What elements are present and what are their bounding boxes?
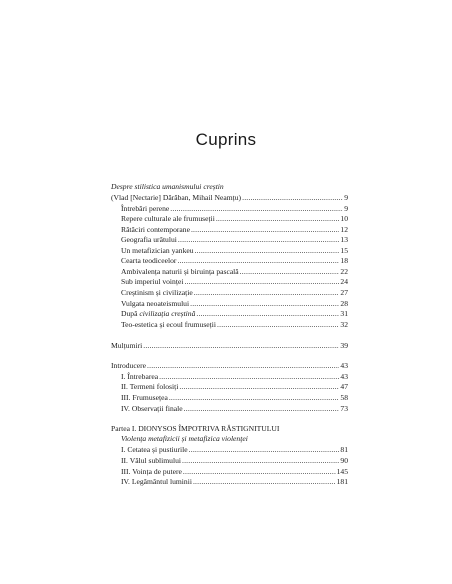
- toc-entry-label: IV. Legământul luminii: [121, 477, 192, 487]
- toc-entry-page: 43: [340, 361, 348, 371]
- toc-entry: [111, 235, 348, 246]
- dot-leader: [182, 456, 339, 466]
- toc-entry-label: III. Frumusețea: [121, 392, 168, 402]
- dot-leader: [179, 382, 339, 392]
- toc-part-heading: Partea I. DIONYSOS ÎMPOTRIVA RĂSTIGNITULUI: [111, 423, 280, 433]
- toc-entry-label: Introducere: [111, 361, 146, 371]
- toc-entry-page: 32: [340, 319, 348, 329]
- toc-entry-label: Cearta teodiceelor: [121, 256, 177, 266]
- toc-entry-page: 9: [344, 203, 348, 213]
- dot-leader: [190, 299, 339, 309]
- toc-entry-label-italic: civilizația creștină: [139, 309, 196, 319]
- dot-leader: [184, 277, 339, 287]
- dot-leader: [217, 320, 339, 330]
- toc-part-subtitle: Violența metafizicii și metafizica violenței: [121, 434, 248, 444]
- toc-section-heading: Despre stilistica umanismului creștin: [111, 182, 224, 191]
- toc-entry-page: 81: [340, 445, 348, 455]
- toc-entry: [111, 214, 348, 225]
- dot-leader: [193, 477, 336, 487]
- toc-entry: [111, 403, 348, 414]
- toc-entry-label: II. Termeni folosiți: [121, 382, 179, 392]
- dot-leader: [196, 309, 339, 319]
- table-of-contents: [111, 182, 348, 487]
- dot-leader: [240, 267, 340, 277]
- dot-leader: [177, 256, 339, 266]
- toc-entry: [111, 371, 348, 382]
- toc-entry: [111, 193, 348, 204]
- toc-entry-page: 18: [340, 256, 348, 266]
- toc-entry: [111, 266, 348, 277]
- toc-entry-label: Ambivalența naturii și biruința pascală: [121, 266, 239, 276]
- toc-entry-label: I. Întrebarea: [121, 371, 159, 381]
- toc-entry-page: 73: [340, 403, 348, 413]
- toc-entry-page: 24: [340, 277, 348, 287]
- dot-leader: [216, 214, 340, 224]
- toc-entry-label: Mulțumiri: [111, 340, 143, 350]
- toc-entry: [111, 309, 348, 320]
- toc-entry: [111, 361, 348, 372]
- section-gap: [111, 414, 348, 424]
- toc-entry-page: 10: [340, 214, 348, 224]
- toc-entry-label: Sub imperiul voinței: [121, 277, 184, 287]
- dot-leader: [191, 225, 339, 235]
- dot-leader: [169, 393, 340, 403]
- toc-entry-page: 31: [340, 309, 348, 319]
- toc-entry: [111, 298, 348, 309]
- toc-entry-page: 47: [340, 382, 348, 392]
- section-gap: [111, 330, 348, 340]
- toc-entry: [111, 466, 348, 477]
- toc-entry-page: 13: [340, 235, 348, 245]
- toc-entry-page: 27: [340, 288, 348, 298]
- toc-entry-label: Geografia urâtului: [121, 235, 177, 245]
- toc-entry-page: 181: [336, 477, 348, 487]
- toc-entry-label: II. Vălul sublimului: [121, 456, 181, 466]
- dot-leader: [159, 372, 339, 382]
- toc-entry: [111, 445, 348, 456]
- toc-entry: [111, 477, 348, 488]
- toc-entry-page: 90: [340, 456, 348, 466]
- toc-entry-label: Un metafizician yankeu: [121, 245, 194, 255]
- toc-entry: [111, 203, 348, 214]
- toc-entry-page: 9: [344, 193, 348, 203]
- toc-entry-page: 39: [340, 340, 348, 350]
- dot-leader: [242, 193, 343, 203]
- toc-entry-label: Creștinism și civilizație: [121, 288, 193, 298]
- toc-entry: [111, 277, 348, 288]
- toc-entry: [111, 256, 348, 267]
- dot-leader: [170, 204, 343, 214]
- toc-entry-page: 43: [340, 371, 348, 381]
- toc-entry-page: 145: [336, 466, 348, 476]
- toc-entry-label: Întrebări perene: [121, 203, 170, 213]
- toc-entry-label: (Vlad [Nectarie] Dărăban, Mihail Neamțu): [111, 193, 242, 203]
- toc-entry-label: I. Cetatea și pustiurile: [121, 445, 188, 455]
- toc-entry-page: 22: [340, 266, 348, 276]
- toc-entry: [111, 340, 348, 351]
- dot-leader: [143, 341, 339, 351]
- section-gap: [111, 351, 348, 361]
- toc-entry-page: 15: [340, 245, 348, 255]
- toc-entry-label: III. Voința de putere: [121, 466, 182, 476]
- toc-entry-page: 58: [340, 392, 348, 402]
- toc-entry-label: Vulgata neoateismului: [121, 298, 190, 308]
- toc-entry-label-prefix: După: [121, 309, 140, 319]
- toc-entry: [111, 287, 348, 298]
- toc-entry-page: 12: [340, 224, 348, 234]
- toc-entry: [111, 224, 348, 235]
- page-title: Cuprins: [195, 130, 257, 149]
- toc-entry: [111, 455, 348, 466]
- dot-leader: [147, 361, 339, 371]
- toc-entry-label: IV. Observații finale: [121, 403, 183, 413]
- dot-leader: [183, 467, 336, 477]
- toc-entry-label: [121, 309, 195, 319]
- toc-entry-page: 28: [340, 298, 348, 308]
- toc-entry-label: Repere culturale ale frumuseții: [121, 214, 215, 224]
- toc-entry: [111, 382, 348, 393]
- toc-entry: [111, 245, 348, 256]
- dot-leader: [178, 235, 340, 245]
- dot-leader: [184, 404, 340, 414]
- toc-entry: [111, 319, 348, 330]
- dot-leader: [195, 246, 340, 256]
- toc-entry-label: Teo-estetica și ecoul frumuseții: [121, 319, 216, 329]
- dot-leader: [194, 288, 340, 298]
- toc-entry-label: Rătăciri contemporane: [121, 224, 190, 234]
- dot-leader: [189, 445, 340, 455]
- toc-entry: [111, 392, 348, 403]
